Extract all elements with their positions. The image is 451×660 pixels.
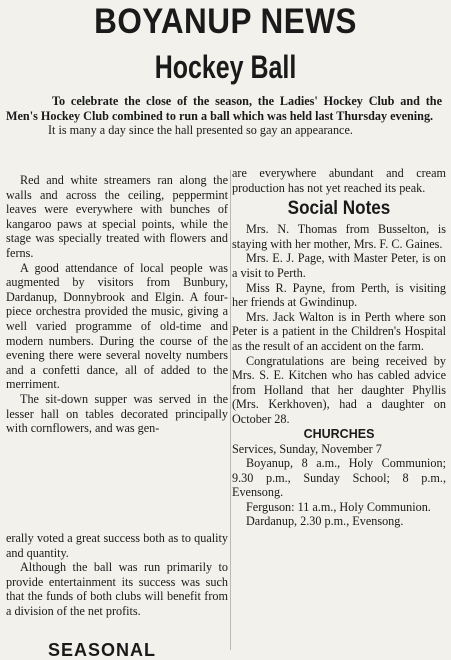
intro	[6, 94, 442, 138]
intro-second: It is many a day since the hall presented so gay an appearance.	[48, 123, 353, 137]
cut-off-heading: SEASONAL	[48, 640, 157, 660]
right-carry-paragraph: are everywhere abundant and cream production has not yet reached its peak.	[232, 166, 446, 195]
left-paragraph: Red and white streamers ran along the walls and across the ceiling, peppermint leaves were everywhere with bunches of kangaroo paws at special points, while the stage was specially treated with flowers and ferns.	[6, 173, 228, 260]
church-item: Dardanup, 2.30 p.m., Evensong.	[246, 514, 404, 529]
churches-intro: Services, Sunday, November 7	[232, 441, 382, 456]
headline: Hockey Ball	[154, 49, 297, 85]
left-paragraph: A good attendance of local people was augmented by visitors from Bunbury, Dardanup, Donnybrook and Elgin. A four-piece orchestra provided the music, giving a well varied programme of old-time and modern numbers. During the course of the evening there were several novelty numbers and a confetti dance, all of added to the merriment.	[6, 260, 228, 392]
social-item: Mrs. E. J. Page, with Master Peter, is on a visit to Perth.	[232, 251, 446, 280]
masthead: BOYANUP NEWS	[94, 2, 357, 41]
social-item: Mrs. Jack Walton is in Perth where son Peter is a patient in the Children's Hospital as the result of an accident on the farm.	[232, 309, 446, 353]
left-bottom-paragraph: Although the ball was run primarily to provide entertainment its success was such that the funds of both clubs will benefit from a division of the net profits.	[6, 560, 228, 618]
social-notes-heading: Social Notes	[287, 198, 391, 220]
church-item: Ferguson: 11 a.m., Holy Communion.	[246, 499, 431, 514]
social-item: Mrs. N. Thomas from Busselton, is staying with her mother, Mrs. F. C. Gaines.	[232, 222, 446, 251]
column-divider	[230, 170, 231, 650]
left-column-bottom	[6, 531, 228, 619]
intro-lead: To celebrate the close of the season, the Ladies' Hockey Club and the Men's Hockey Club combined to run a ball which was held last Thursday evening.	[6, 94, 442, 123]
left-bottom-paragraph: erally voted a great success both as to quality and quantity.	[6, 531, 228, 560]
churches-heading: CHURCHES	[303, 426, 375, 441]
church-item: Boyanup, 8 a.m., Holy Communion; 9.30 p.m., Sunday School; 8 p.m., Evensong.	[232, 456, 446, 500]
left-column	[6, 173, 228, 436]
left-paragraph: The sit-down supper was served in the lesser hall on tables decorated principally with cornflowers, and was gen-	[6, 391, 228, 436]
right-column	[232, 166, 446, 529]
social-item: Congratulations are being received by Mrs. S. E. Kitchen who has cabled advice from Holland that her daughter Phyllis (Mrs. Kerkhoven), had a daughter on October 28.	[232, 353, 446, 426]
social-item: Miss R. Payne, from Perth, is visiting her friends at Gwindinup.	[232, 280, 446, 310]
